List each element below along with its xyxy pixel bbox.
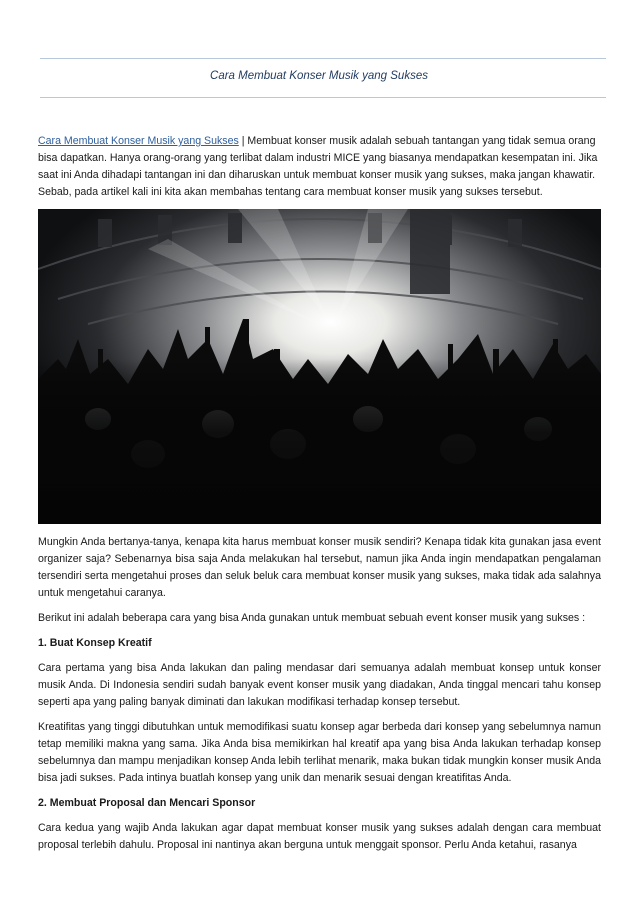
- article-body: [38, 133, 601, 862]
- paragraph-3: Cara pertama yang bisa Anda lakukan dan paling mendasar dari semuanya adalah membuat konsep untuk konser musik Anda. Di Indonesia sendiri sudah banyak event konser musik yang diadakan, Anda tinggal mencari tahu konsep seperti apa yang paling banyak diminati dan lakukan modifikasi terhadap konsep tersebut.: [38, 662, 601, 708]
- header-bottom-rule: [40, 97, 606, 98]
- title-link[interactable]: Cara Membuat Konser Musik yang Sukses: [38, 135, 239, 147]
- paragraph-5: Cara kedua yang wajib Anda lakukan agar dapat membuat konser musik yang sukses adalah dengan cara membuat proposal terlebih dahulu. Proposal ini nantinya akan berguna untuk menggait sponsor. Perlu Anda ketahui, rasanya: [38, 822, 601, 851]
- concert-crowd-photo: [38, 209, 601, 524]
- intro-text: | Membuat konser musik adalah sebuah tantangan yang tidak semua orang bisa dapatkan. Hanya orang-orang yang terlibat dalam industri MICE yang biasanya mendapatkan kesempatan ini. Jika saat ini Anda dihadapi tantangan ini dan diharuskan untuk membuat konser musik yang sukses, maka jangan khawatir. Sebab, pada artikel kali ini kita akan membahas tentang cara membuat konser musik yang sukses tersebut.: [38, 135, 598, 198]
- section-heading-1: 1. Buat Konsep Kreatif: [38, 637, 152, 649]
- intro-paragraph: [38, 133, 601, 201]
- paragraph-1: Mungkin Anda bertanya-tanya, kenapa kita harus membuat konser musik sendiri? Kenapa tidak kita gunakan jasa event organizer saja? Sebenarnya bisa saja Anda melakukan hal tersebut, namun jika Anda ingin mendapatkan pengalaman tersendiri serta mengetahui proses dan seluk beluk cara membuat konser musik yang sukses, maka tidak ada salahnya untuk mengetahui caranya.: [38, 536, 601, 599]
- paragraph-2: Berikut ini adalah beberapa cara yang bisa Anda gunakan untuk membuat sebuah event konser musik yang sukses :: [38, 612, 586, 624]
- header-top-rule: [40, 58, 606, 59]
- section-heading-2: 2. Membuat Proposal dan Mencari Sponsor: [38, 797, 256, 809]
- paragraph-4: Kreatifitas yang tinggi dibutuhkan untuk memodifikasi suatu konsep agar berbeda dari konsep yang sebelumnya namun tetap memiliki makna yang sama. Jika Anda bisa memikirkan hal kreatif apa yang bisa Anda lakukan terhadap konsep sebelumnya dan mampu menjadikan konsep Anda lebih terlihat menarik, maka bukan tidak mungkin konser musik Anda bisa jadi sukses. Pada intinya buatlah konsep yang unik dan menarik sesuai dengan kreatifitas Anda.: [38, 721, 601, 784]
- page-title: Cara Membuat Konser Musik yang Sukses: [210, 70, 428, 82]
